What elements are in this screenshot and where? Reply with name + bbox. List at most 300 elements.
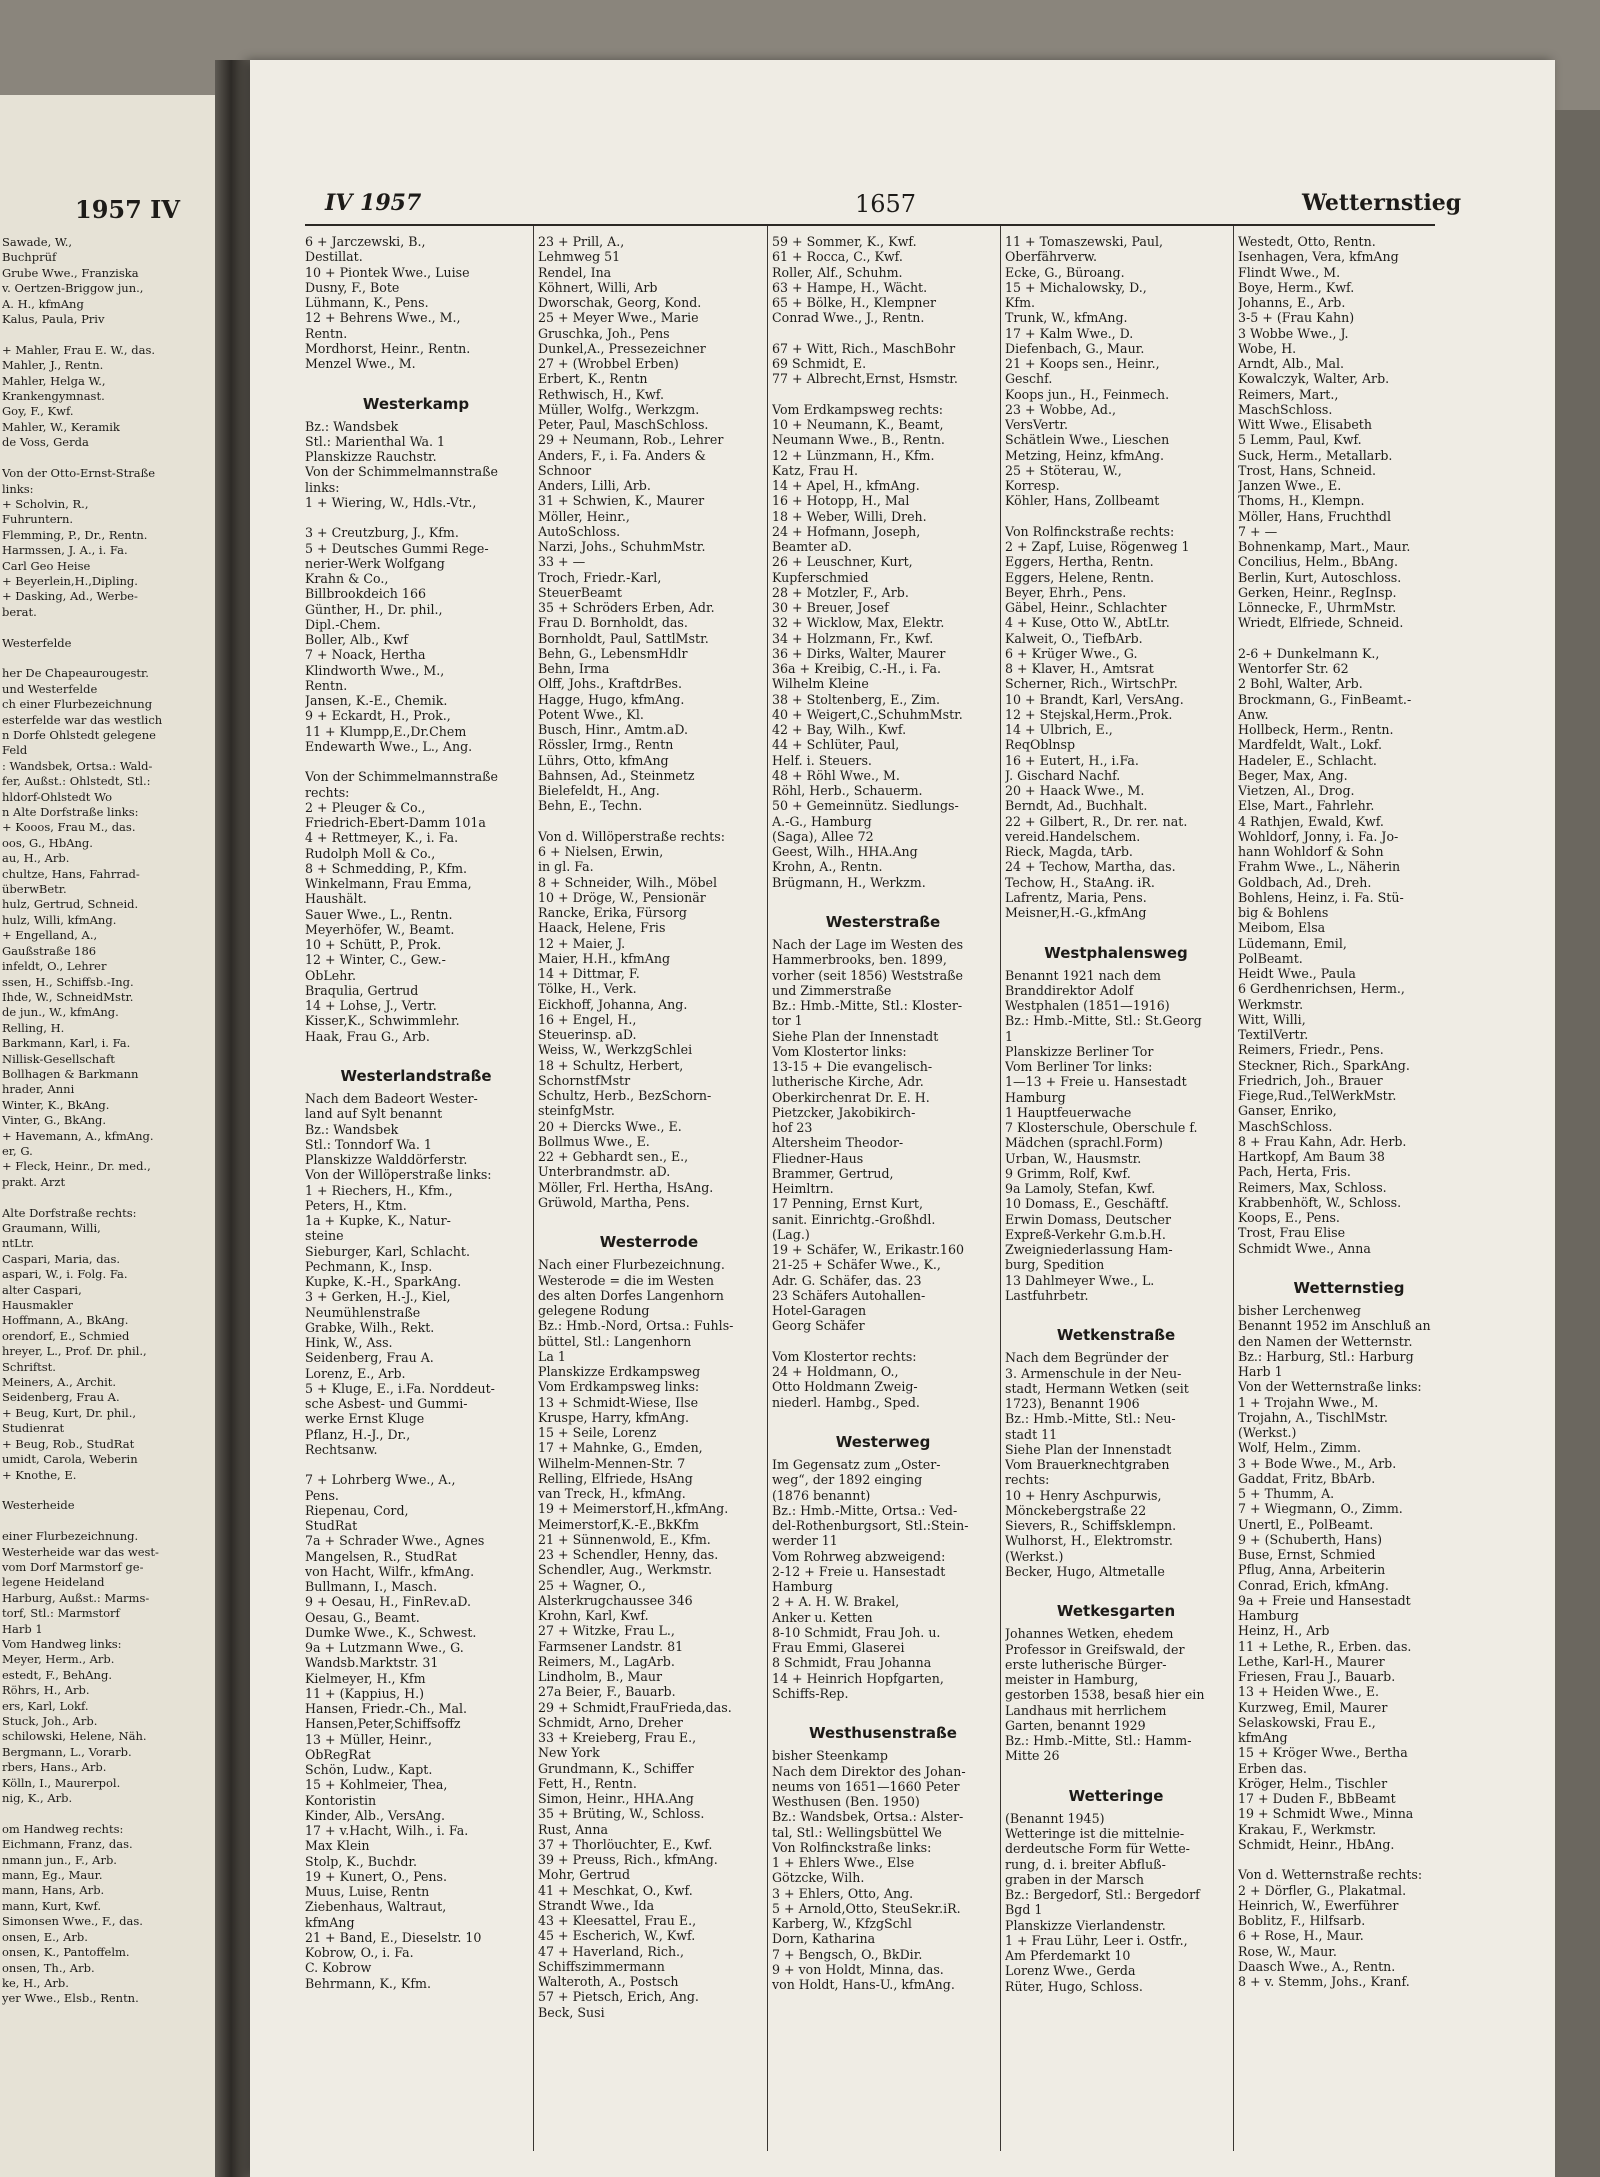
directory-entry: Haushält. xyxy=(305,891,367,907)
directory-entry: 5 + Kluge, E., i.Fa. Norddeut- xyxy=(305,1380,495,1396)
directory-entry: Vom Klostertor links: xyxy=(772,1043,907,1059)
directory-entry: Rössler, Irmg., Rentn xyxy=(538,737,674,753)
directory-entry: Wolf, Helm., Zimm. xyxy=(1238,1440,1361,1456)
directory-entry: Steuerinsp. aD. xyxy=(538,1027,637,1042)
directory-entry: 9a Lamoly, Stefan, Kwf. xyxy=(1005,1181,1156,1196)
directory-entry: Mahler, J., Rentn. xyxy=(2,358,104,373)
directory-entry: om Handweg rechts: xyxy=(2,1821,124,1836)
directory-entry: 1723), Benannt 1906 xyxy=(1005,1396,1140,1411)
directory-entry: Krohn, A., Rentn. xyxy=(772,859,883,875)
directory-entry: Witt Wwe., Elisabeth xyxy=(1238,417,1372,432)
directory-entry: Möller, Frl. Hertha, HsAng. xyxy=(538,1179,714,1195)
directory-entry: Bohnenkamp, Mart., Maur. xyxy=(1238,539,1411,554)
directory-entry: 67 + Witt, Rich., MaschBohr xyxy=(772,340,956,356)
directory-entry: Selaskowski, Frau E., xyxy=(1238,1714,1376,1730)
directory-entry: Heinrich, W., Ewerführer xyxy=(1238,1897,1399,1913)
directory-entry: Walteroth, A., Postsch xyxy=(538,1974,679,1989)
directory-entry: Bz.: Hmb.-Mitte, Stl.: Kloster- xyxy=(772,998,963,1013)
directory-entry: 7 Klosterschule, Oberschule f. xyxy=(1005,1120,1198,1135)
directory-entry: Haack, Helene, Fris xyxy=(538,920,666,936)
directory-entry: 9a + Lutzmann Wwe., G. xyxy=(305,1640,464,1655)
directory-entry: Daasch Wwe., A., Rentn. xyxy=(1238,1958,1396,1974)
directory-entry: 36 + Dirks, Walter, Maurer xyxy=(772,645,946,661)
directory-entry: Trost, Frau Elise xyxy=(1238,1225,1346,1241)
directory-entry: Heidt Wwe., Paula xyxy=(1238,966,1356,981)
directory-entry: AutoSchloss. xyxy=(538,523,621,539)
directory-entry: Billbrookdeich 166 xyxy=(305,586,426,602)
directory-entry: von Holdt, Hans-U., kfmAng. xyxy=(772,1977,955,1992)
directory-entry: Vom Erdkampsweg rechts: xyxy=(772,401,944,417)
directory-entry: vereid.Handelschem. xyxy=(1005,828,1141,844)
directory-entry: 19 + Schmidt Wwe., Minna xyxy=(1238,1806,1414,1822)
directory-entry: Kowalczyk, Walter, Arb. xyxy=(1238,371,1390,387)
directory-entry: Trojahn, A., TischlMstr. xyxy=(1238,1409,1388,1425)
blank-line xyxy=(2,327,202,342)
directory-entry: Katz, Frau H. xyxy=(772,462,858,478)
directory-entry: 27a Beier, F., Bauarb. xyxy=(538,1684,676,1700)
directory-entry: Westerheide war das west- xyxy=(2,1544,159,1559)
directory-entry: bisher Lerchenweg xyxy=(1238,1303,1361,1318)
directory-entry: 3 + Ehlers, Otto, Ang. xyxy=(772,1885,914,1901)
directory-entry: Von der Otto-Ernst-Straße xyxy=(2,466,156,481)
directory-entry: 2 Bohl, Walter, Arb. xyxy=(1238,676,1363,692)
directory-entry: 23 Schäfers Autohallen- xyxy=(772,1287,926,1303)
directory-entry: Nach einer Flurbezeichnung. xyxy=(538,1257,725,1273)
directory-entry: + Fleck, Heinr., Dr. med., xyxy=(2,1159,151,1174)
directory-entry: Rechtsanw. xyxy=(305,1441,378,1457)
directory-entry: Unterbrandmstr. aD. xyxy=(538,1164,671,1180)
directory-entry: Dusny, F., Bote xyxy=(305,279,400,295)
directory-entry: Grüwold, Martha, Pens. xyxy=(538,1194,690,1210)
blank-line xyxy=(2,1190,202,1205)
directory-entry: Rendel, Ina xyxy=(538,264,612,280)
directory-entry: Meisner,H.-G.,kfmAng xyxy=(1005,905,1147,920)
directory-entry: Kontoristin xyxy=(305,1792,377,1808)
street-heading: Westerrode xyxy=(599,1233,699,1252)
directory-entry: Strandt Wwe., Ida xyxy=(538,1897,655,1913)
directory-entry: 59 + Sommer, K., Kwf. xyxy=(772,234,917,249)
directory-entry: 1 Hauptfeuerwache xyxy=(1005,1104,1132,1120)
directory-entry: PolBeamt. xyxy=(1238,950,1303,966)
directory-entry: ke, H., Arb. xyxy=(2,1975,69,1990)
directory-entry: 9a + Freie und Hansestadt xyxy=(1238,1592,1411,1608)
directory-entry: 15 + Kröger Wwe., Bertha xyxy=(1238,1745,1408,1761)
directory-entry: Lastfuhrbetr. xyxy=(1005,1287,1089,1303)
directory-entry: Wilhelm Kleine xyxy=(772,676,869,692)
directory-entry: Bz.: Wandsbek xyxy=(305,418,399,434)
directory-entry: 27 + Witzke, Frau L., xyxy=(538,1623,675,1639)
directory-entry: 23 + Schendler, Henny, das. xyxy=(538,1547,719,1562)
directory-entry: Bz.: Hmb.-Mitte, Stl.: Hamm- xyxy=(1005,1733,1192,1748)
directory-entry: erste lutherische Bürger- xyxy=(1005,1656,1167,1672)
directory-entry: Pach, Herta, Fris. xyxy=(1238,1164,1351,1180)
blank-line xyxy=(1005,1764,1227,1779)
directory-entry: 7 + Wiegmann, O., Zimm. xyxy=(1238,1501,1403,1517)
directory-entry: Hammerbrooks, ben. 1899, xyxy=(772,952,947,968)
directory-entry: Roller, Alf., Schuhm. xyxy=(772,264,903,280)
directory-entry: Westerfelde xyxy=(2,635,72,650)
directory-entry: 6 + Nielsen, Erwin, xyxy=(538,844,664,859)
directory-entry: infeldt, O., Lehrer xyxy=(2,959,107,974)
directory-entry: Landhaus mit herrlichem xyxy=(1005,1702,1167,1718)
directory-entry: Berlin, Kurt, Autoschloss. xyxy=(1238,569,1402,585)
directory-entry: 7 + — xyxy=(1238,523,1278,539)
directory-entry: 26 + Leuschner, Kurt, xyxy=(772,554,913,570)
directory-entry: 6 Gerdhenrichsen, Herm., xyxy=(1238,981,1405,997)
directory-entry: Hadeler, E., Schlacht. xyxy=(1238,752,1377,768)
directory-entry: Von d. Willöperstraße rechts: xyxy=(538,828,725,844)
blank-line xyxy=(305,371,527,386)
directory-entry: 15 + Michalowsky, D., xyxy=(1005,279,1147,295)
directory-entry: Rust, Anna xyxy=(538,1821,608,1837)
directory-entry: A.-G., Hamburg xyxy=(772,813,872,829)
directory-entry: 45 + Escherich, W., Kwf. xyxy=(538,1928,696,1944)
directory-entry: 24 + Hofmann, Joseph, xyxy=(772,523,921,539)
blank-line xyxy=(2,1806,202,1821)
directory-entry: 13 + Heiden Wwe., E. xyxy=(1238,1684,1380,1700)
directory-entry: 39 + Preuss, Rich., kfmAng. xyxy=(538,1852,718,1867)
blank-line xyxy=(772,890,994,905)
directory-entry: meister in Hamburg, xyxy=(1005,1672,1139,1687)
directory-entry: Muus, Luise, Rentn xyxy=(305,1884,430,1899)
directory-entry: Reimers, Mart., xyxy=(1238,386,1339,402)
directory-entry: Reimers, Friedr., Pens. xyxy=(1238,1042,1384,1058)
directory-entry: gestorben 1538, besaß hier ein xyxy=(1005,1687,1205,1703)
directory-entry: Pens. xyxy=(305,1487,339,1503)
directory-entry: Röhl, Herb., Schauerm. xyxy=(772,783,923,798)
directory-entry: Bornholdt, Paul, SattlMstr. xyxy=(538,630,709,646)
directory-entry: Stl.: Marienthal Wa. 1 xyxy=(305,433,446,449)
directory-entry: Mordhorst, Heinr., Rentn. xyxy=(305,340,471,356)
directory-entry: Nillisk-Gesellschaft xyxy=(2,1051,115,1066)
directory-entry: Tölke, H., Verk. xyxy=(538,981,637,997)
directory-entry: werder 11 xyxy=(772,1533,838,1549)
directory-entry: 4 + Kuse, Otto W., AbtLtr. xyxy=(1005,615,1170,631)
directory-entry: Sawade, W., xyxy=(2,235,73,249)
directory-entry: Gerken, Heinr., RegInsp. xyxy=(1238,584,1397,600)
directory-entry: Götzcke, Wilh. xyxy=(772,1870,865,1886)
directory-entry: 3 + Gerken, H.-J., Kiel, xyxy=(305,1289,451,1305)
directory-entry: (Werkst.) xyxy=(1238,1425,1297,1440)
directory-entry: Wandsb.Marktstr. 31 xyxy=(305,1655,439,1671)
directory-entry: Erwin Domass, Deutscher xyxy=(1005,1211,1172,1227)
directory-entry: 3 + Creutzburg, J., Kfm. xyxy=(305,525,459,541)
blank-line xyxy=(772,1334,994,1349)
directory-entry: Jansen, K.-E., Chemik. xyxy=(305,693,448,708)
directory-entry: Carl Geo Heise xyxy=(2,558,91,573)
directory-entry: oos, G., HbAng. xyxy=(2,835,93,850)
directory-entry: big & Bohlens xyxy=(1238,905,1329,920)
directory-entry: Helf. i. Steuers. xyxy=(772,752,872,768)
directory-entry: Lethe, Karl-H., Maurer xyxy=(1238,1653,1385,1669)
directory-entry: Kobrow, O., i. Fa. xyxy=(305,1945,414,1960)
directory-entry: niederl. Hambg., Sped. xyxy=(772,1394,920,1410)
directory-entry: stadt 11 xyxy=(1005,1426,1058,1442)
directory-entry: Mardfeldt, Walt., Lokf. xyxy=(1238,737,1383,753)
directory-entry: Friedrich, Joh., Brauer xyxy=(1238,1072,1383,1088)
left-page-column xyxy=(2,235,202,2007)
directory-entry: 12 + Winter, C., Gew.- xyxy=(305,952,446,968)
directory-entry: chultze, Hans, Fahrrad- xyxy=(2,866,140,881)
directory-entry: 10 + Brandt, Karl, VersAng. xyxy=(1005,691,1184,707)
directory-entry: überwBetr. xyxy=(2,882,67,897)
directory-entry: 20 + Diercks Wwe., E. xyxy=(538,1118,682,1134)
blank-line xyxy=(2,1514,202,1529)
directory-entry: Weiss, W., WerkzgSchlei xyxy=(538,1042,693,1058)
directory-entry: steinfgMstr. xyxy=(538,1103,615,1119)
directory-entry: + Engelland, A., xyxy=(2,928,98,943)
directory-entry: Kupke, K.-H., SparkAng. xyxy=(305,1274,462,1289)
directory-entry: + Havemann, A., kfmAng. xyxy=(2,1128,154,1143)
directory-entry: fer, Außst.: Ohlstedt, Stl.: xyxy=(2,774,151,789)
directory-entry: Von d. Wetternstraße rechts: xyxy=(1238,1867,1423,1883)
directory-entry: StudRat xyxy=(305,1518,358,1533)
directory-entry: Anw. xyxy=(1238,706,1269,722)
directory-entry: + Scholvin, R., xyxy=(2,496,89,511)
directory-entry: Alte Dorfstraße rechts: xyxy=(2,1205,137,1220)
directory-entry: Adr. G. Schäfer, das. 23 xyxy=(772,1272,922,1288)
directory-entry: Riepenau, Cord, xyxy=(305,1502,409,1518)
directory-entry: Oberkirchenrat Dr. E. H. xyxy=(772,1089,930,1105)
directory-entry: 10 + Neumann, K., Beamt, xyxy=(772,417,944,432)
directory-entry: Planskizze Vierlandenstr. xyxy=(1005,1917,1166,1933)
directory-entry: + Beyerlein,H.,Dipling. xyxy=(2,573,138,588)
directory-entry: Behn, E., Techn. xyxy=(538,798,643,814)
directory-entry: und Zimmerstraße xyxy=(772,982,892,998)
directory-entry: Hollbeck, Herm., Rentn. xyxy=(1238,722,1394,737)
directory-entry: Schiffszimmermann xyxy=(538,1958,665,1974)
directory-entry: Rentn. xyxy=(305,325,348,341)
directory-entry: Nach der Lage im Westen des xyxy=(772,937,964,952)
directory-entry: 21 + Sünnenwold, E., Kfm. xyxy=(538,1531,711,1547)
directory-entry: Brügmann, H., Werkzm. xyxy=(772,874,926,890)
blank-line xyxy=(538,814,760,829)
directory-entry: + Mahler, Frau E. W., das. xyxy=(2,342,156,357)
directory-entry: Hamburg xyxy=(772,1579,833,1594)
directory-entry: La 1 xyxy=(538,1348,566,1364)
directory-entry: Benannt 1921 nach dem xyxy=(1005,967,1161,983)
directory-entry: 15 + Kohlmeier, Thea, xyxy=(305,1777,448,1793)
directory-entry: Werkmstr. xyxy=(1238,996,1304,1012)
directory-entry: nig, K., Arb. xyxy=(2,1791,73,1806)
directory-entry: Grundmann, K., Schiffer xyxy=(538,1760,694,1776)
directory-entry: 33 + — xyxy=(538,554,586,570)
blank-line xyxy=(2,620,202,635)
directory-entry: (Saga), Allee 72 xyxy=(772,828,874,844)
directory-entry: 11 + Tomaszewski, Paul, xyxy=(1005,234,1164,249)
directory-entry: Kröger, Helm., Tischler xyxy=(1238,1775,1388,1791)
blank-line xyxy=(2,651,202,666)
directory-entry: Lüdemann, Emil, xyxy=(1238,935,1347,951)
directory-entry: Bielefeldt, H., Ang. xyxy=(538,783,660,798)
directory-entry: Troch, Friedr.-Karl, xyxy=(538,569,662,585)
directory-entry: Oesau, G., Beamt. xyxy=(305,1609,420,1625)
directory-entry: Flindt Wwe., M. xyxy=(1238,264,1341,280)
directory-entry: Vom Handweg links: xyxy=(2,1636,122,1651)
street-heading: Westerkamp xyxy=(362,394,470,413)
directory-entry: 77 + Albrecht,Ernst, Hsmstr. xyxy=(772,371,958,387)
directory-entry: Ecke, G., Büroang. xyxy=(1005,264,1125,280)
directory-entry: Frau Emmi, Glaserei xyxy=(772,1640,905,1655)
directory-entry: stadt, Hermann Wetken (seit xyxy=(1005,1380,1189,1396)
directory-entry: Von Rolfinckstraße links: xyxy=(772,1839,932,1855)
directory-entry: (1876 benannt) xyxy=(772,1487,871,1503)
directory-entry: Krankengymnast. xyxy=(2,389,105,404)
directory-entry: lutherische Kirche, Adr. xyxy=(772,1074,924,1090)
directory-entry: Johanns, E., Arb. xyxy=(1238,295,1346,310)
directory-entry: Witt, Willi, xyxy=(1238,1011,1306,1027)
directory-entry: Lafrentz, Maria, Pens. xyxy=(1005,889,1147,905)
directory-entry: Goy, F., Kwf. xyxy=(2,404,74,419)
directory-entry: A. H., kfmAng xyxy=(2,296,84,311)
directory-entry: + Dasking, Ad., Werbe- xyxy=(2,589,138,604)
directory-entry: Lühmann, K., Pens. xyxy=(305,295,429,310)
directory-entry: SteuerBeamt xyxy=(538,584,622,600)
directory-entry: Max Klein xyxy=(305,1838,370,1854)
directory-entry: links: xyxy=(305,479,340,495)
directory-entry: 43 + Kleesattel, Frau E., xyxy=(538,1913,697,1928)
page-edge-background xyxy=(1555,110,1600,2177)
blank-line xyxy=(1238,1256,1460,1271)
directory-entry: 2 + A. H. W. Brakel, xyxy=(772,1594,900,1610)
directory-entry: 9 + (Schuberth, Hans) xyxy=(1238,1531,1383,1547)
directory-entry: er, G. xyxy=(2,1143,33,1158)
directory-entry: Feld xyxy=(2,743,28,758)
directory-entry: Eickhoff, Johanna, Ang. xyxy=(538,996,688,1012)
directory-entry: Dorn, Katharina xyxy=(772,1931,876,1947)
blank-line xyxy=(772,1701,994,1716)
directory-entry: Mohr, Gertrud xyxy=(538,1867,631,1883)
blank-line xyxy=(1005,509,1227,524)
directory-entry: Behrmann, K., Kfm. xyxy=(305,1975,431,1991)
directory-column-5 xyxy=(1238,234,1460,1989)
directory-entry: 1a + Kupke, K., Natur- xyxy=(305,1213,451,1228)
directory-entry: 14 + Ulbrich, E., xyxy=(1005,722,1113,737)
directory-entry: n Alte Dorfstraße links: xyxy=(2,805,139,820)
directory-entry: hulz, Willi, kfmAng. xyxy=(2,912,117,927)
directory-entry: Hoffmann, A., BkAng. xyxy=(2,1313,129,1328)
directory-entry: 20 + Haack Wwe., M. xyxy=(1005,783,1145,798)
directory-column-2 xyxy=(538,234,760,2020)
directory-entry: Bohlens, Heinz, i. Fa. Stü- xyxy=(1238,889,1404,905)
directory-entry: Fliedner-Haus xyxy=(772,1150,864,1166)
directory-entry: Bz.: Wandsbek, Ortsa.: Alster- xyxy=(772,1809,964,1825)
directory-entry: VersVertr. xyxy=(1005,417,1068,432)
directory-entry: 14 + Apel, H., kfmAng. xyxy=(772,478,920,493)
directory-entry: 1 xyxy=(1005,1028,1014,1044)
directory-entry: 36a + Kreibig, C.-H., i. Fa. xyxy=(772,661,942,676)
directory-entry: hann Wohldorf & Sohn xyxy=(1238,844,1384,859)
directory-entry: Braqulia, Gertrud xyxy=(305,982,419,998)
directory-entry: Flemming, P., Dr., Rentn. xyxy=(2,527,148,542)
directory-entry: 10 + Dröge, W., Pensionär xyxy=(538,889,706,905)
directory-entry: Beger, Max, Ang. xyxy=(1238,767,1348,783)
directory-entry: Oberfährverw. xyxy=(1005,249,1098,265)
directory-entry: MaschSchloss. xyxy=(1238,401,1333,417)
directory-entry: Wetteringe ist die mittelnie- xyxy=(1005,1826,1185,1841)
directory-entry: 3 + Bode Wwe., M., Arb. xyxy=(1238,1455,1397,1471)
directory-entry: Trunk, W., kfmAng. xyxy=(1005,310,1128,326)
directory-entry: + Kooos, Frau M., das. xyxy=(2,820,136,835)
directory-entry: Krabbenhöft, W., Schloss. xyxy=(1238,1194,1402,1210)
left-page xyxy=(0,95,215,2177)
directory-entry: Im Gegensatz zum „Oster- xyxy=(772,1457,941,1472)
directory-entry: Geest, Wilh., HHA.Ang xyxy=(772,844,918,859)
directory-entry: (Benannt 1945) xyxy=(1005,1810,1105,1826)
directory-entry: Relling, Elfriede, HsAng xyxy=(538,1470,693,1486)
directory-entry: aspari, W., i. Folg. Fa. xyxy=(2,1267,128,1282)
directory-entry: legene Heideland xyxy=(2,1575,105,1590)
directory-entry: Karberg, W., KfzgSchl xyxy=(772,1916,912,1931)
directory-entry: hof 23 xyxy=(772,1120,813,1135)
directory-entry: 16 + Engel, H., xyxy=(538,1011,637,1027)
directory-entry: Meibom, Elsa xyxy=(1238,920,1326,936)
directory-entry: Wilhelm-Mennen-Str. 7 xyxy=(538,1455,686,1471)
directory-entry: Otto Holdmann Zweig- xyxy=(772,1379,918,1395)
directory-entry: 9 Grimm, Rolf, Kwf. xyxy=(1005,1165,1131,1181)
directory-entry: vom Dorf Marmstorf ge- xyxy=(2,1559,144,1574)
directory-entry: Expreß-Verkehr G.m.b.H. xyxy=(1005,1226,1166,1242)
directory-entry: Von der Schimmelmannstraße xyxy=(305,769,498,785)
directory-entry: 21 + Band, E., Dieselstr. 10 xyxy=(305,1929,482,1945)
directory-entry: Nach dem Badeort Wester- xyxy=(305,1091,478,1106)
directory-entry: Anders, Lilli, Arb. xyxy=(538,478,651,493)
directory-entry: nmann jun., F., Arb. xyxy=(2,1852,117,1867)
directory-entry: 5 + Arnold,Otto, SteuSekr.iR. xyxy=(772,1900,961,1916)
directory-entry: ntLtr. xyxy=(2,1236,35,1251)
directory-entry: Bz.: Harburg, Stl.: Harburg xyxy=(1238,1348,1414,1364)
directory-entry: Lindholm, B., Maur xyxy=(538,1669,663,1684)
directory-entry: vorher (seit 1856) Weststraße xyxy=(772,967,964,983)
directory-entry: Dworschak, Georg, Kond. xyxy=(538,295,702,310)
directory-entry: Pflug, Anna, Arbeiterin xyxy=(1238,1562,1386,1578)
directory-entry: Pechmann, K., Insp. xyxy=(305,1258,433,1274)
blank-line xyxy=(1238,631,1460,646)
directory-entry: 37 + Thorlöuchter, E., Kwf. xyxy=(538,1836,713,1852)
directory-entry: 25 + Wagner, O., xyxy=(538,1577,646,1593)
street-heading: Westerstraße xyxy=(825,913,941,931)
directory-entry: Hansen,Peter,Schiffsoffz xyxy=(305,1716,461,1732)
directory-entry: hldorf-Ohlstedt Wo xyxy=(2,789,113,804)
column-divider xyxy=(767,226,768,2151)
directory-entry: 29 + Neumann, Rob., Lehrer xyxy=(538,432,724,448)
directory-entry: Westphalen (1851—1916) xyxy=(1005,998,1170,1013)
column-divider xyxy=(533,226,534,2151)
directory-entry: Rudolph Moll & Co., xyxy=(305,845,436,861)
directory-entry: 2 + Pleuger & Co., xyxy=(305,799,426,815)
directory-entry: prakt. Arzt xyxy=(2,1174,66,1189)
column-divider xyxy=(1233,226,1234,2151)
directory-entry: Schiffs-Rep. xyxy=(772,1685,849,1701)
directory-entry: Harb 1 xyxy=(1238,1364,1283,1379)
directory-entry: Schriftst. xyxy=(2,1359,56,1374)
directory-entry: Johannes Wetken, ehedem xyxy=(1005,1626,1174,1642)
directory-entry: Mönckebergstraße 22 xyxy=(1005,1502,1147,1518)
directory-entry: del-Rothenburgsort, Stl.:Stein- xyxy=(772,1518,969,1533)
directory-entry: Janzen Wwe., E. xyxy=(1238,478,1342,493)
directory-entry: Friedrich-Ebert-Damm 101a xyxy=(305,815,486,830)
directory-entry: 69 Schmidt, E. xyxy=(772,356,867,371)
directory-entry: 5 Lemm, Paul, Kwf. xyxy=(1238,432,1362,448)
directory-entry: Behn, Irma xyxy=(538,661,610,676)
directory-entry: Seidenberg, Frau A. xyxy=(305,1350,434,1366)
directory-entry: 2-12 + Freie u. Hansestadt xyxy=(772,1563,946,1579)
directory-entry: Grube Wwe., Franziska xyxy=(2,265,139,280)
directory-entry: Bollmus Wwe., E. xyxy=(538,1133,650,1149)
directory-entry: 12 + Lünzmann, H., Kfm. xyxy=(772,447,935,463)
directory-entry: Pietzcker, Jakobikirch- xyxy=(772,1104,916,1120)
directory-entry: Schmidt, Heinr., HbAng. xyxy=(1238,1836,1395,1852)
